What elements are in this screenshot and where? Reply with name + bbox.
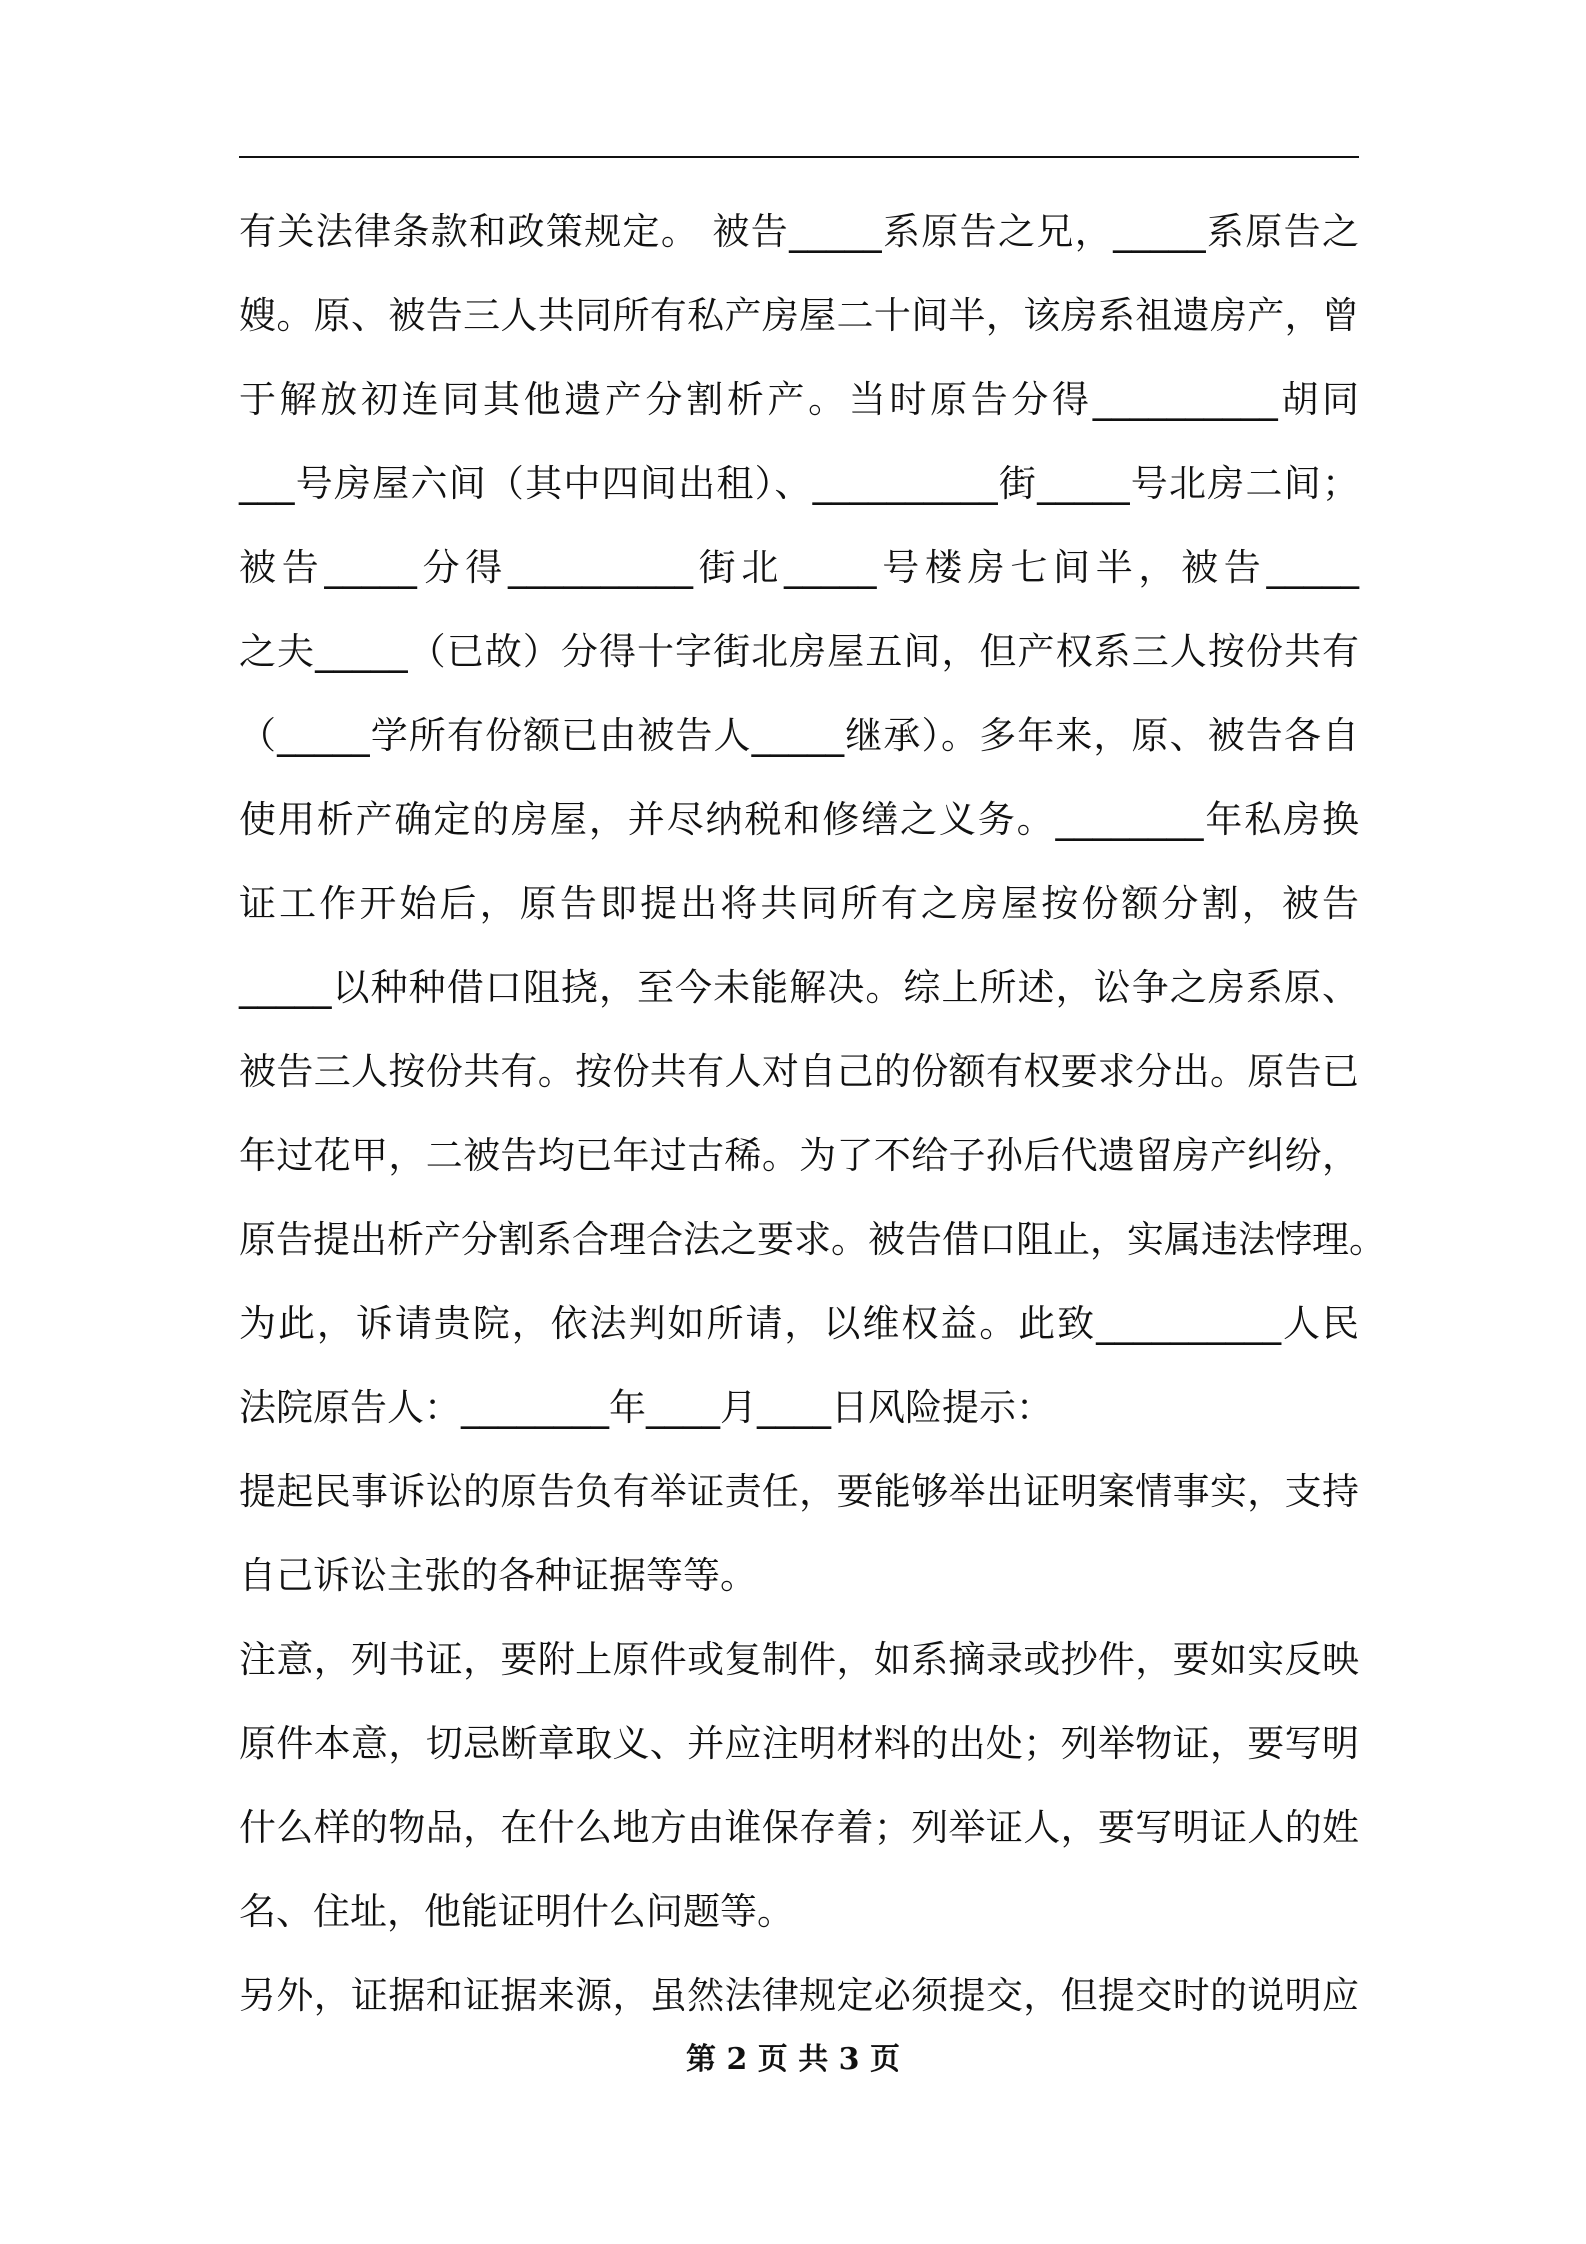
- text-line: 证工作开始后，原告即提出将共同所有之房屋按份额分割，被告: [239, 882, 1359, 925]
- text-line: 另外，证据和证据来源，虽然法律规定必须提交，但提交时的说明应: [239, 1974, 1359, 2017]
- header-rule: [239, 156, 1359, 158]
- text-line: ___号房屋六间（其中四间出租）、__________街_____号北房二间；: [239, 462, 1359, 505]
- text-line: 于解放初连同其他遗产分割析产。当时原告分得__________胡同: [239, 378, 1359, 421]
- text-line: （_____学所有份额已由被告人_____继承）。多年来，原、被告各自: [239, 714, 1359, 757]
- text-line: 嫂。原、被告三人共同所有私产房屋二十间半，该房系祖遗房产，曾: [239, 294, 1359, 337]
- text-line: 注意，列书证，要附上原件或复制件，如系摘录或抄件，要如实反映: [239, 1638, 1359, 1681]
- text-line: 提起民事诉讼的原告负有举证责任，要能够举出证明案情事实，支持: [239, 1470, 1359, 1513]
- text-line: 名、住址，他能证明什么问题等。: [239, 1890, 794, 1933]
- text-line: 之夫_____（已故）分得十字街北房屋五间，但产权系三人按份共有: [239, 630, 1359, 673]
- text-line: 有关法律条款和政策规定。 被告_____系原告之兄，_____系原告之: [239, 210, 1359, 253]
- text-line: _____以种种借口阻挠，至今未能解决。综上所述，讼争之房系原、: [239, 966, 1359, 1009]
- text-line: 原件本意，切忌断章取义、并应注明材料的出处；列举物证，要写明: [239, 1722, 1359, 1765]
- text-line: 使用析产确定的房屋，并尽纳税和修缮之义务。________年私房换: [239, 798, 1359, 841]
- text-line: 年过花甲，二被告均已年过古稀。为了不给子孙后代遗留房产纠纷，: [239, 1134, 1359, 1177]
- text-line: 被告三人按份共有。按份共有人对自己的份额有权要求分出。原告已: [239, 1050, 1359, 1093]
- text-line: 原告提出析产分割系合理合法之要求。被告借口阻止，实属违法悖理。: [239, 1218, 1386, 1261]
- body-text: [239, 190, 1386, 2038]
- page-number: 第 2 页 共 3 页: [686, 2042, 900, 2077]
- text-line: 什么样的物品，在什么地方由谁保存着；列举证人，要写明证人的姓: [239, 1806, 1359, 1849]
- text-line: 法院原告人：________年____月____日风险提示：: [239, 1386, 1053, 1429]
- text-line: 为此，诉请贵院，依法判如所请，以维权益。此致__________人民: [239, 1302, 1359, 1345]
- text-line: 被告_____分得__________街北_____号楼房七间半，被告_____: [239, 546, 1359, 589]
- text-line: 自己诉讼主张的各种证据等等。: [239, 1554, 757, 1597]
